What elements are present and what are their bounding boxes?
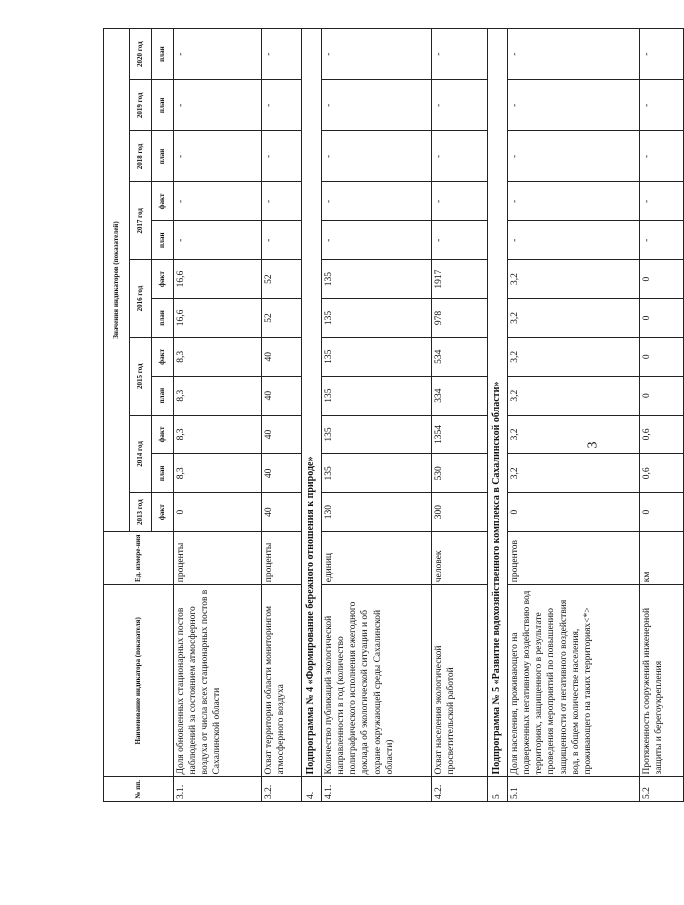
value-cell: 8,3 <box>174 415 262 454</box>
value-cell: 135 <box>322 454 432 493</box>
row-number: 4. <box>302 777 322 802</box>
value-cell: 8,3 <box>174 376 262 415</box>
row-number: 5.2 <box>640 777 684 802</box>
indicator-name: Охват территории области мониторингом атмосферного воздуха <box>262 585 302 777</box>
value-cell: - <box>640 80 684 131</box>
value-cell: 3,2 <box>508 454 640 493</box>
rotated-table-container <box>103 28 665 802</box>
value-cell: - <box>432 80 488 131</box>
header-unit: Ед. измере-ния <box>104 532 174 585</box>
header-plan: план <box>152 80 174 131</box>
value-cell: - <box>174 131 262 182</box>
value-cell: - <box>508 182 640 221</box>
value-cell: 978 <box>432 299 488 338</box>
indicator-unit: процентов <box>508 532 640 585</box>
value-cell: 135 <box>322 415 432 454</box>
header-fact: факт <box>152 337 174 376</box>
value-cell: - <box>174 80 262 131</box>
value-cell: 0 <box>640 376 684 415</box>
row-number: 5 <box>488 777 508 802</box>
indicator-name: Количество публикаций экологической направленности в год (количество полиграфического исполнения ежегодного доклада об экологической ситуации и об охране окружающей среды Сахалинской области) <box>322 585 432 777</box>
value-cell: 135 <box>322 260 432 299</box>
header-fact: факт <box>152 415 174 454</box>
subprogram-title: Подпрограмма № 4 «Формирование бережного отношения к природе» <box>302 29 322 777</box>
value-cell: 530 <box>432 454 488 493</box>
page-number: 3 <box>585 441 601 449</box>
indicator-unit: единиц <box>322 532 432 585</box>
indicator-name: Доля обновленных стационарных постов наблюдений за состоянием атмосферного воздуха от числа всех стационарных постов в Сахалинской области <box>174 585 262 777</box>
value-cell: 0,6 <box>640 454 684 493</box>
subprogram-title: Подпрограмма № 5 «Развитие водохозяйственного комплекса в Сахалинской области» <box>488 29 508 777</box>
value-cell: 16,6 <box>174 260 262 299</box>
value-cell: 135 <box>322 299 432 338</box>
indicator-unit: км <box>640 532 684 585</box>
row-number: 4.2. <box>432 777 488 802</box>
header-plan: план <box>152 376 174 415</box>
value-cell: - <box>174 182 262 221</box>
header-fact: факт <box>152 493 174 532</box>
value-cell: - <box>262 80 302 131</box>
value-cell: - <box>640 131 684 182</box>
value-cell: - <box>322 29 432 80</box>
header-plan: план <box>152 221 174 260</box>
value-cell: 52 <box>262 299 302 338</box>
value-cell: - <box>322 221 432 260</box>
value-cell: 40 <box>262 493 302 532</box>
header-year: 2020 год <box>130 29 152 80</box>
header-year: 2016 год <box>130 260 152 338</box>
table-row <box>322 29 432 802</box>
table-row <box>262 29 302 802</box>
value-cell: - <box>640 221 684 260</box>
value-cell: - <box>640 182 684 221</box>
value-cell: - <box>508 131 640 182</box>
row-number: 3.2. <box>262 777 302 802</box>
header-no: № пп. <box>104 777 174 802</box>
value-cell: 0 <box>640 493 684 532</box>
value-cell: 135 <box>322 376 432 415</box>
header-year: 2014 год <box>130 415 152 493</box>
indicator-name: Доля населения, проживающего на подверженных негативному воздействию вод территориях, защищенного в результате проведения мероприятий по повышению защищенности от негативного воздействия вод, в общем количестве населения, проживающего на таких территориях<*> <box>508 585 640 777</box>
value-cell: - <box>322 80 432 131</box>
table-row <box>174 29 262 802</box>
value-cell: - <box>322 182 432 221</box>
value-cell: 40 <box>262 415 302 454</box>
subprogram-row <box>302 29 322 802</box>
value-cell: 0 <box>174 493 262 532</box>
value-cell: - <box>262 182 302 221</box>
value-cell: 0 <box>640 337 684 376</box>
value-cell: - <box>322 131 432 182</box>
value-cell: - <box>174 29 262 80</box>
value-cell: 3,2 <box>508 415 640 454</box>
value-cell: 135 <box>322 337 432 376</box>
value-cell: 3,2 <box>508 260 640 299</box>
header-year: 2013 год <box>130 493 152 532</box>
value-cell: 1917 <box>432 260 488 299</box>
value-cell: - <box>508 221 640 260</box>
header-plan: план <box>152 131 174 182</box>
value-cell: 0 <box>508 493 640 532</box>
header-plan: план <box>152 299 174 338</box>
value-cell: - <box>174 221 262 260</box>
header-values-group: Значения индикаторов (показателей) <box>104 29 130 532</box>
value-cell: 1354 <box>432 415 488 454</box>
value-cell: - <box>262 221 302 260</box>
indicators-table <box>103 28 684 802</box>
value-cell: 8,3 <box>174 454 262 493</box>
header-name: Наименование индикатора (показателя) <box>104 585 174 777</box>
header-year: 2015 год <box>130 337 152 415</box>
table-row <box>640 29 684 802</box>
value-cell: 534 <box>432 337 488 376</box>
indicator-name: Протяженность сооружений инженерной защиты и берегоукрепления <box>640 585 684 777</box>
table-row <box>432 29 488 802</box>
subprogram-row <box>488 29 508 802</box>
value-cell: 40 <box>262 454 302 493</box>
value-cell: 0 <box>640 260 684 299</box>
row-number: 3.1. <box>174 777 262 802</box>
value-cell: 52 <box>262 260 302 299</box>
value-cell: 130 <box>322 493 432 532</box>
value-cell: 3,2 <box>508 337 640 376</box>
value-cell: 3,2 <box>508 376 640 415</box>
value-cell: 0 <box>640 299 684 338</box>
header-fact: факт <box>152 182 174 221</box>
value-cell: - <box>432 29 488 80</box>
header-year: 2019 год <box>130 80 152 131</box>
header-plan: план <box>152 29 174 80</box>
value-cell: - <box>640 29 684 80</box>
indicator-unit: проценты <box>262 532 302 585</box>
value-cell: 334 <box>432 376 488 415</box>
row-number: 4.1. <box>322 777 432 802</box>
value-cell: - <box>262 131 302 182</box>
value-cell: - <box>508 29 640 80</box>
header-fact: факт <box>152 260 174 299</box>
value-cell: 300 <box>432 493 488 532</box>
value-cell: 8,3 <box>174 337 262 376</box>
value-cell: 40 <box>262 337 302 376</box>
header-plan: план <box>152 454 174 493</box>
indicator-unit: человек <box>432 532 488 585</box>
header-year: 2018 год <box>130 131 152 182</box>
header-year: 2017 год <box>130 182 152 260</box>
value-cell: 40 <box>262 376 302 415</box>
value-cell: 0,6 <box>640 415 684 454</box>
table-row <box>508 29 640 802</box>
value-cell: - <box>432 131 488 182</box>
value-cell: - <box>432 182 488 221</box>
row-number: 5.1 <box>508 777 640 802</box>
value-cell: - <box>508 80 640 131</box>
value-cell: 16,6 <box>174 299 262 338</box>
value-cell: - <box>432 221 488 260</box>
indicator-unit: проценты <box>174 532 262 585</box>
indicator-name: Охват населения экологической просветительской работой <box>432 585 488 777</box>
value-cell: - <box>262 29 302 80</box>
value-cell: 3,2 <box>508 299 640 338</box>
